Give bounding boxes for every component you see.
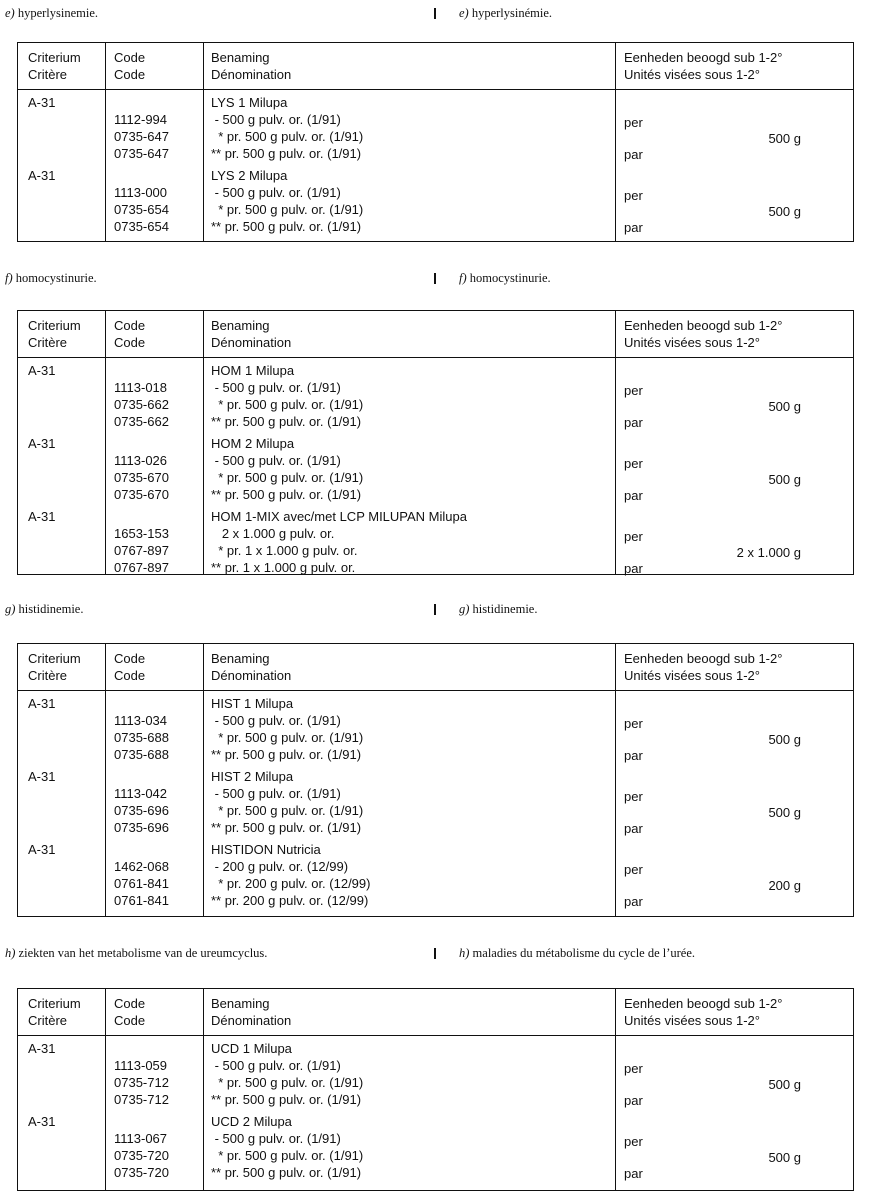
product-code: 0767-897 — [114, 543, 169, 558]
column-rule — [105, 43, 106, 241]
column-rule — [203, 43, 204, 241]
criterium-cell: A-31 — [28, 168, 56, 183]
header-benaming-nl: Benaming — [211, 651, 270, 666]
product-name: HISTIDON Nutricia — [211, 842, 321, 857]
product-code: 0735-688 — [114, 747, 169, 762]
header-criterium-nl: Criterium — [28, 50, 81, 65]
header-eenheden-fr: Unités visées sous 1-2° — [624, 67, 760, 82]
header-benaming-nl: Benaming — [211, 50, 270, 65]
product-name: HOM 2 Milupa — [211, 436, 295, 451]
section-letter: h) — [5, 946, 16, 960]
column-rule — [105, 311, 106, 574]
product-table — [17, 643, 854, 917]
header-eenheden-nl: Eenheden beoogd sub 1-2° — [624, 996, 783, 1011]
unit-label: par — [624, 415, 643, 430]
header-criterium-fr: Critère — [28, 1013, 68, 1028]
unit-label: per — [624, 1061, 643, 1076]
header-code-nl: Code — [114, 996, 146, 1011]
column-rule — [203, 644, 204, 916]
unit-label: per — [624, 456, 643, 471]
column-rule — [615, 644, 616, 916]
criterium-cell: A-31 — [28, 436, 56, 451]
section-title: hyperlysinemie. — [17, 6, 99, 20]
product-name: HOM 1 Milupa — [211, 363, 295, 378]
package-description: * pr. 500 g pulv. or. (1/91) — [211, 1075, 364, 1090]
criterium-cell: A-31 — [28, 509, 56, 524]
product-code: 0735-670 — [114, 487, 169, 502]
product-code: 0735-662 — [114, 397, 169, 412]
package-description: ** pr. 500 g pulv. or. (1/91) — [211, 146, 362, 161]
section-letter: g) — [5, 602, 16, 616]
section-letter: f) — [459, 271, 467, 285]
header-eenheden-fr: Unités visées sous 1-2° — [624, 1013, 760, 1028]
package-description: ** pr. 200 g pulv. or. (12/99) — [211, 893, 369, 908]
header-criterium-fr: Critère — [28, 335, 68, 350]
unit-quantity: 500 g — [768, 204, 801, 219]
header-eenheden-fr: Unités visées sous 1-2° — [624, 335, 760, 350]
header-criterium-fr: Critère — [28, 67, 68, 82]
product-code: 1113-067 — [114, 1131, 168, 1146]
unit-label: per — [624, 188, 643, 203]
product-code: 1462-068 — [114, 859, 169, 874]
product-name: HIST 2 Milupa — [211, 769, 294, 784]
criterium-cell: A-31 — [28, 363, 56, 378]
unit-label: par — [624, 821, 643, 836]
section-letter: f) — [5, 271, 13, 285]
unit-quantity: 500 g — [768, 131, 801, 146]
section-title: homocystinurie. — [15, 271, 97, 285]
header-criterium-nl: Criterium — [28, 318, 81, 333]
product-code: 1113-018 — [114, 380, 168, 395]
product-code: 1653-153 — [114, 526, 169, 541]
product-table — [17, 988, 854, 1191]
package-description: - 500 g pulv. or. (1/91) — [211, 713, 341, 728]
section-title: homocystinurie. — [469, 271, 551, 285]
product-name: HIST 1 Milupa — [211, 696, 294, 711]
section-heading-right — [459, 271, 551, 286]
product-code: 0767-897 — [114, 560, 169, 575]
section-title: hyperlysinémie. — [471, 6, 553, 20]
product-code: 0735-720 — [114, 1165, 169, 1180]
package-description: * pr. 1 x 1.000 g pulv. or. — [211, 543, 358, 558]
criterium-cell: A-31 — [28, 1041, 56, 1056]
product-code: 0761-841 — [114, 893, 169, 908]
unit-label: par — [624, 561, 643, 576]
unit-quantity: 500 g — [768, 472, 801, 487]
package-description: ** pr. 500 g pulv. or. (1/91) — [211, 414, 362, 429]
column-rule — [615, 43, 616, 241]
package-description: ** pr. 500 g pulv. or. (1/91) — [211, 820, 362, 835]
header-eenheden-nl: Eenheden beoogd sub 1-2° — [624, 50, 783, 65]
section-heading-left — [5, 6, 98, 21]
package-description: * pr. 500 g pulv. or. (1/91) — [211, 470, 364, 485]
header-rule — [18, 1035, 853, 1036]
header-criterium-fr: Critère — [28, 668, 68, 683]
product-name: UCD 1 Milupa — [211, 1041, 292, 1056]
unit-label: per — [624, 115, 643, 130]
unit-label: par — [624, 488, 643, 503]
product-name: HOM 1-MIX avec/met LCP MILUPAN Milupa — [211, 509, 467, 524]
package-description: * pr. 500 g pulv. or. (1/91) — [211, 397, 364, 412]
criterium-cell: A-31 — [28, 769, 56, 784]
package-description: 2 x 1.000 g pulv. or. — [211, 526, 335, 541]
unit-label: par — [624, 894, 643, 909]
product-code: 0735-712 — [114, 1092, 169, 1107]
unit-quantity: 500 g — [768, 805, 801, 820]
unit-label: per — [624, 789, 643, 804]
unit-quantity: 2 x 1.000 g — [736, 545, 801, 560]
header-benaming-fr: Dénomination — [211, 1013, 292, 1028]
unit-label: per — [624, 1134, 643, 1149]
unit-label: par — [624, 1166, 643, 1181]
column-separator-mark — [434, 8, 436, 19]
header-code-nl: Code — [114, 50, 146, 65]
package-description: - 500 g pulv. or. (1/91) — [211, 453, 341, 468]
package-description: ** pr. 500 g pulv. or. (1/91) — [211, 1165, 362, 1180]
package-description: - 500 g pulv. or. (1/91) — [211, 786, 341, 801]
section-heading-right — [459, 946, 695, 961]
product-code: 0735-712 — [114, 1075, 169, 1090]
column-rule — [203, 311, 204, 574]
criterium-cell: A-31 — [28, 842, 56, 857]
unit-label: per — [624, 383, 643, 398]
product-code: 0735-662 — [114, 414, 169, 429]
package-description: * pr. 500 g pulv. or. (1/91) — [211, 129, 364, 144]
package-description: * pr. 200 g pulv. or. (12/99) — [211, 876, 371, 891]
product-code: 0735-696 — [114, 803, 169, 818]
section-letter: e) — [5, 6, 15, 20]
unit-label: par — [624, 748, 643, 763]
column-rule — [105, 989, 106, 1190]
column-separator-mark — [434, 948, 436, 959]
unit-quantity: 200 g — [768, 878, 801, 893]
header-criterium-nl: Criterium — [28, 996, 81, 1011]
package-description: ** pr. 500 g pulv. or. (1/91) — [211, 1092, 362, 1107]
package-description: - 500 g pulv. or. (1/91) — [211, 380, 341, 395]
product-code: 1113-042 — [114, 786, 168, 801]
product-name: LYS 1 Milupa — [211, 95, 288, 110]
package-description: - 500 g pulv. or. (1/91) — [211, 112, 341, 127]
section-title: ziekten van het metabolisme van de ureumcyclus. — [18, 946, 268, 960]
header-benaming-fr: Dénomination — [211, 335, 292, 350]
package-description: - 500 g pulv. or. (1/91) — [211, 1058, 341, 1073]
product-code: 0761-841 — [114, 876, 169, 891]
product-code: 0735-647 — [114, 129, 169, 144]
product-code: 1113-059 — [114, 1058, 168, 1073]
header-eenheden-nl: Eenheden beoogd sub 1-2° — [624, 318, 783, 333]
product-code: 0735-654 — [114, 202, 169, 217]
column-rule — [615, 989, 616, 1190]
header-code-nl: Code — [114, 318, 146, 333]
header-benaming-nl: Benaming — [211, 318, 270, 333]
product-code: 0735-647 — [114, 146, 169, 161]
header-code-fr: Code — [114, 67, 146, 82]
section-heading-left — [5, 602, 83, 617]
section-title: maladies du métabolisme du cycle de l’urée. — [472, 946, 696, 960]
section-heading-right — [459, 6, 552, 21]
package-description: ** pr. 1 x 1.000 g pulv. or. — [211, 560, 356, 575]
product-code: 1112-994 — [114, 112, 168, 127]
package-description: ** pr. 500 g pulv. or. (1/91) — [211, 747, 362, 762]
unit-quantity: 500 g — [768, 399, 801, 414]
column-rule — [615, 311, 616, 574]
header-criterium-nl: Criterium — [28, 651, 81, 666]
package-description: ** pr. 500 g pulv. or. (1/91) — [211, 487, 362, 502]
unit-label: per — [624, 716, 643, 731]
column-separator-mark — [434, 273, 436, 284]
product-code: 1113-026 — [114, 453, 168, 468]
unit-label: par — [624, 147, 643, 162]
product-table — [17, 310, 854, 575]
unit-quantity: 500 g — [768, 1077, 801, 1092]
product-name: UCD 2 Milupa — [211, 1114, 292, 1129]
unit-label: par — [624, 1093, 643, 1108]
header-code-fr: Code — [114, 668, 146, 683]
product-name: LYS 2 Milupa — [211, 168, 288, 183]
unit-label: per — [624, 862, 643, 877]
header-rule — [18, 690, 853, 691]
header-eenheden-nl: Eenheden beoogd sub 1-2° — [624, 651, 783, 666]
package-description: * pr. 500 g pulv. or. (1/91) — [211, 1148, 364, 1163]
section-title: histidinemie. — [472, 602, 538, 616]
column-rule — [203, 989, 204, 1190]
header-code-fr: Code — [114, 335, 146, 350]
product-table — [17, 42, 854, 242]
column-separator-mark — [434, 604, 436, 615]
product-code: 0735-688 — [114, 730, 169, 745]
header-eenheden-fr: Unités visées sous 1-2° — [624, 668, 760, 683]
product-code: 0735-720 — [114, 1148, 169, 1163]
section-heading-right — [459, 602, 537, 617]
package-description: ** pr. 500 g pulv. or. (1/91) — [211, 219, 362, 234]
product-code: 1113-034 — [114, 713, 168, 728]
section-heading-left — [5, 946, 267, 961]
header-benaming-fr: Dénomination — [211, 67, 292, 82]
section-letter: g) — [459, 602, 470, 616]
package-description: * pr. 500 g pulv. or. (1/91) — [211, 202, 364, 217]
product-code: 0735-654 — [114, 219, 169, 234]
unit-quantity: 500 g — [768, 1150, 801, 1165]
product-code: 0735-696 — [114, 820, 169, 835]
header-code-fr: Code — [114, 1013, 146, 1028]
header-code-nl: Code — [114, 651, 146, 666]
unit-quantity: 500 g — [768, 732, 801, 747]
package-description: - 500 g pulv. or. (1/91) — [211, 185, 341, 200]
header-benaming-fr: Dénomination — [211, 668, 292, 683]
unit-label: par — [624, 220, 643, 235]
criterium-cell: A-31 — [28, 696, 56, 711]
column-rule — [105, 644, 106, 916]
section-letter: h) — [459, 946, 470, 960]
package-description: * pr. 500 g pulv. or. (1/91) — [211, 730, 364, 745]
criterium-cell: A-31 — [28, 95, 56, 110]
criterium-cell: A-31 — [28, 1114, 56, 1129]
package-description: - 200 g pulv. or. (12/99) — [211, 859, 349, 874]
header-rule — [18, 357, 853, 358]
header-benaming-nl: Benaming — [211, 996, 270, 1011]
section-letter: e) — [459, 6, 469, 20]
package-description: * pr. 500 g pulv. or. (1/91) — [211, 803, 364, 818]
package-description: - 500 g pulv. or. (1/91) — [211, 1131, 341, 1146]
section-heading-left — [5, 271, 97, 286]
product-code: 0735-670 — [114, 470, 169, 485]
section-title: histidinemie. — [18, 602, 84, 616]
header-rule — [18, 89, 853, 90]
unit-label: per — [624, 529, 643, 544]
product-code: 1113-000 — [114, 185, 168, 200]
